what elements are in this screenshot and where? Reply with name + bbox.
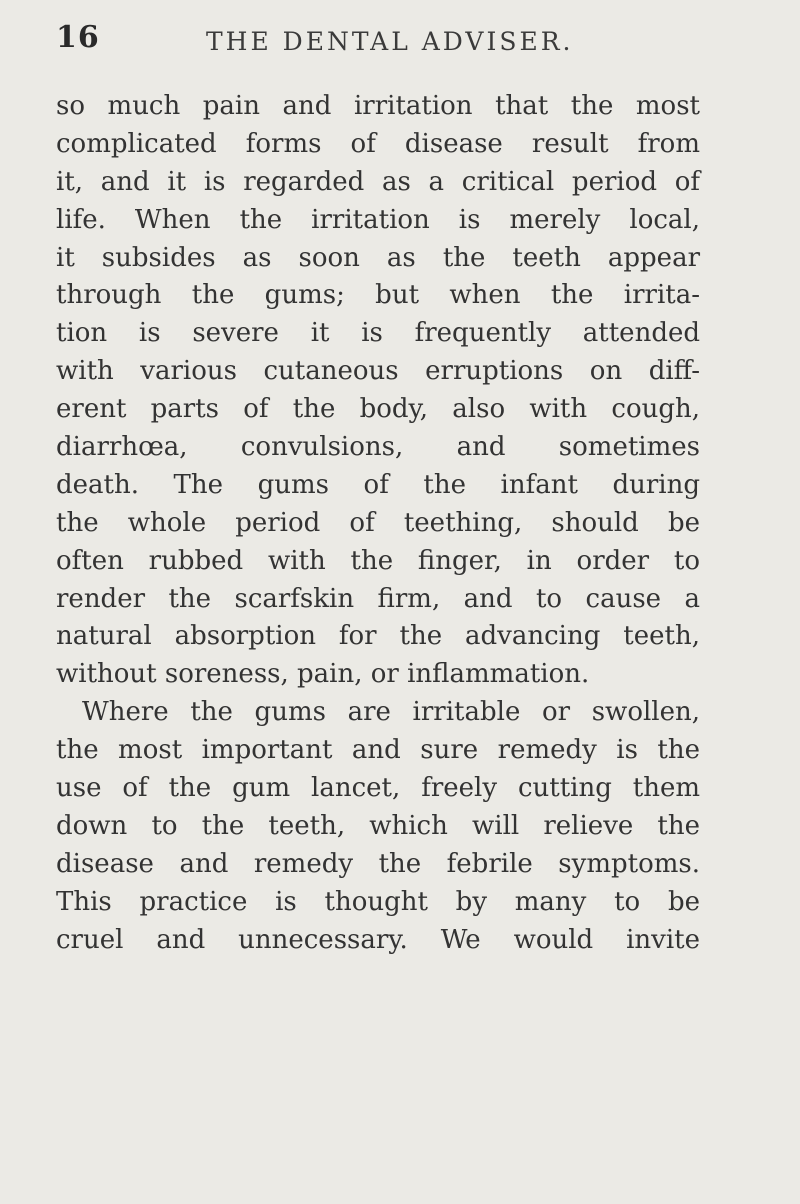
text-line: down to the teeth, which will relieve the <box>56 810 700 841</box>
text-line: with various cutaneous erruptions on diff- <box>56 356 700 387</box>
text-line: Where the gums are irritable or swollen, <box>82 697 700 728</box>
page-number: 16 <box>56 20 100 55</box>
text-line: life. When the irritation is merely local, <box>56 204 700 235</box>
running-head: THE DENTAL ADVISER. <box>206 27 574 56</box>
text-line: it, and it is regarded as a critical period of <box>56 166 700 197</box>
text-line: death. The gums of the infant during <box>56 469 700 500</box>
text-line: often rubbed with the finger, in order to <box>56 545 700 576</box>
text-line: complicated forms of disease result from <box>56 128 700 159</box>
text-line: so much pain and irritation that the most <box>56 91 700 121</box>
text-line: erent parts of the body, also with cough, <box>56 394 700 425</box>
text-line: This practice is thought by many to be <box>56 886 700 917</box>
text-line: through the gums; but when the irrita- <box>56 280 700 311</box>
text-line: use of the gum lancet, freely cutting them <box>56 773 700 804</box>
text-line: natural absorption for the advancing teeth, <box>56 621 700 652</box>
text-line: without soreness, pain, or inflammation. <box>56 659 590 690</box>
text-line: the whole period of teething, should be <box>56 507 700 538</box>
text-line: render the scarfskin firm, and to cause a <box>56 583 700 614</box>
text-line: cruel and unnecessary. We would invite <box>56 924 700 955</box>
text-line: the most important and sure remedy is the <box>56 735 700 766</box>
text-line: diarrhœa, convulsions, and sometimes <box>56 432 700 463</box>
text-line: disease and remedy the febrile symptoms. <box>56 848 700 879</box>
text-line: tion is severe it is frequently attended <box>56 318 700 349</box>
text-line: it subsides as soon as the teeth appear <box>56 242 700 273</box>
body-text <box>56 88 700 959</box>
